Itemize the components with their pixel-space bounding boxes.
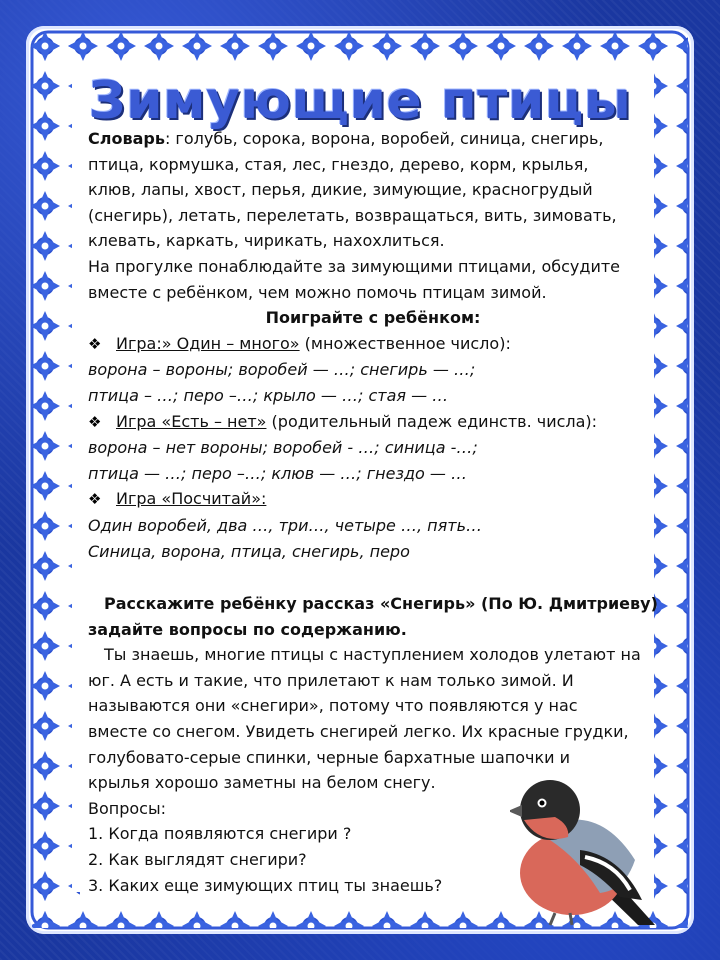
question-item: 2. Как выглядят снегири? xyxy=(88,850,307,870)
intro-line: На прогулке понаблюдайте за зимующими птицами, обсудите xyxy=(88,256,621,276)
vocab-line: клевать, каркать, чирикать, нахохлиться. xyxy=(88,231,445,251)
game-3-line: Один воробей, два …, три…, четыре …, пять… xyxy=(88,515,482,535)
play-heading: Поиграйте с ребёнком: xyxy=(265,308,481,328)
game-name: Игра «Посчитай»: xyxy=(116,489,267,509)
bullfinch-illustration xyxy=(510,765,660,930)
game-2-line: птица — …; перо –…; клюв — …; гнездо — … xyxy=(88,463,468,483)
vocab-text: : голубь, сорока, ворона, воробей, синица, снегирь, xyxy=(164,129,604,148)
question-item: 1. Когда появляются снегири ? xyxy=(88,824,352,844)
vocab-line: птица, кормушка, стая, лес, гнездо, дерево, корм, крылья, xyxy=(88,154,589,174)
game-3-title xyxy=(88,486,658,513)
game-note: (множественное число): xyxy=(299,333,511,353)
game-1-line: ворона – вороны; воробей — …; снегирь — …; xyxy=(88,360,476,380)
story-line xyxy=(88,642,658,668)
story-text: Ты знаешь, многие птицы с наступлением холодов улетают на xyxy=(104,645,641,665)
vocab-line xyxy=(88,126,658,152)
story-line: крылья хорошо заметны на белом снегу. xyxy=(88,773,436,793)
diamond-bullet-icon: ❖ xyxy=(88,490,102,509)
diamond-bullet-icon: ❖ xyxy=(88,334,102,353)
story-line: голубовато-серые спинки, черные бархатные шапочки и xyxy=(88,747,570,767)
game-name: Игра «Есть – нет» xyxy=(116,411,267,431)
game-note: (родительный падеж единств. числа): xyxy=(266,411,598,431)
game-2-line: ворона – нет вороны; воробей - …; синица -…; xyxy=(88,438,478,458)
game-1-line: птица – …; перо –…; крыло — …; стая — … xyxy=(88,385,449,405)
page-title: Зимующие птицы xyxy=(88,71,632,131)
story-heading-2: задайте вопросы по содержанию. xyxy=(88,619,407,639)
story-heading xyxy=(88,591,658,617)
story-line: называются они «снегири», потому что появляются у нас xyxy=(88,696,578,716)
game-3-line: Синица, ворона, птица, снегирь, перо xyxy=(88,541,410,561)
game-name: Игра:» Один – много» xyxy=(116,333,300,353)
diamond-bullet-icon: ❖ xyxy=(88,412,102,431)
story-heading-text: Расскажите ребёнку рассказ «Снегирь» (По Ю. Дмитриеву) xyxy=(104,594,658,614)
vocab-label: Словарь xyxy=(88,129,165,148)
vocab-line: клюв, лапы, хвост, перья, дикие, зимующие, красногрудый xyxy=(88,180,593,200)
story-line: юг. А есть и такие, что прилетают к нам только зимой. И xyxy=(88,670,574,690)
questions-label: Вопросы: xyxy=(88,798,166,818)
question-item: 3. Каких еще зимующих птиц ты знаешь? xyxy=(88,875,443,895)
game-1-title xyxy=(88,331,658,358)
story-line: вместе со снегом. Увидеть снегирей легко. Их красные грудки, xyxy=(88,722,629,742)
game-2-title xyxy=(88,409,658,436)
vocab-line: (снегирь), летать, перелетать, возвращаться, вить, зимовать, xyxy=(88,205,617,225)
intro-line: вместе с ребёнком, чем можно помочь птицам зимой. xyxy=(88,282,547,302)
spacer xyxy=(88,564,658,591)
